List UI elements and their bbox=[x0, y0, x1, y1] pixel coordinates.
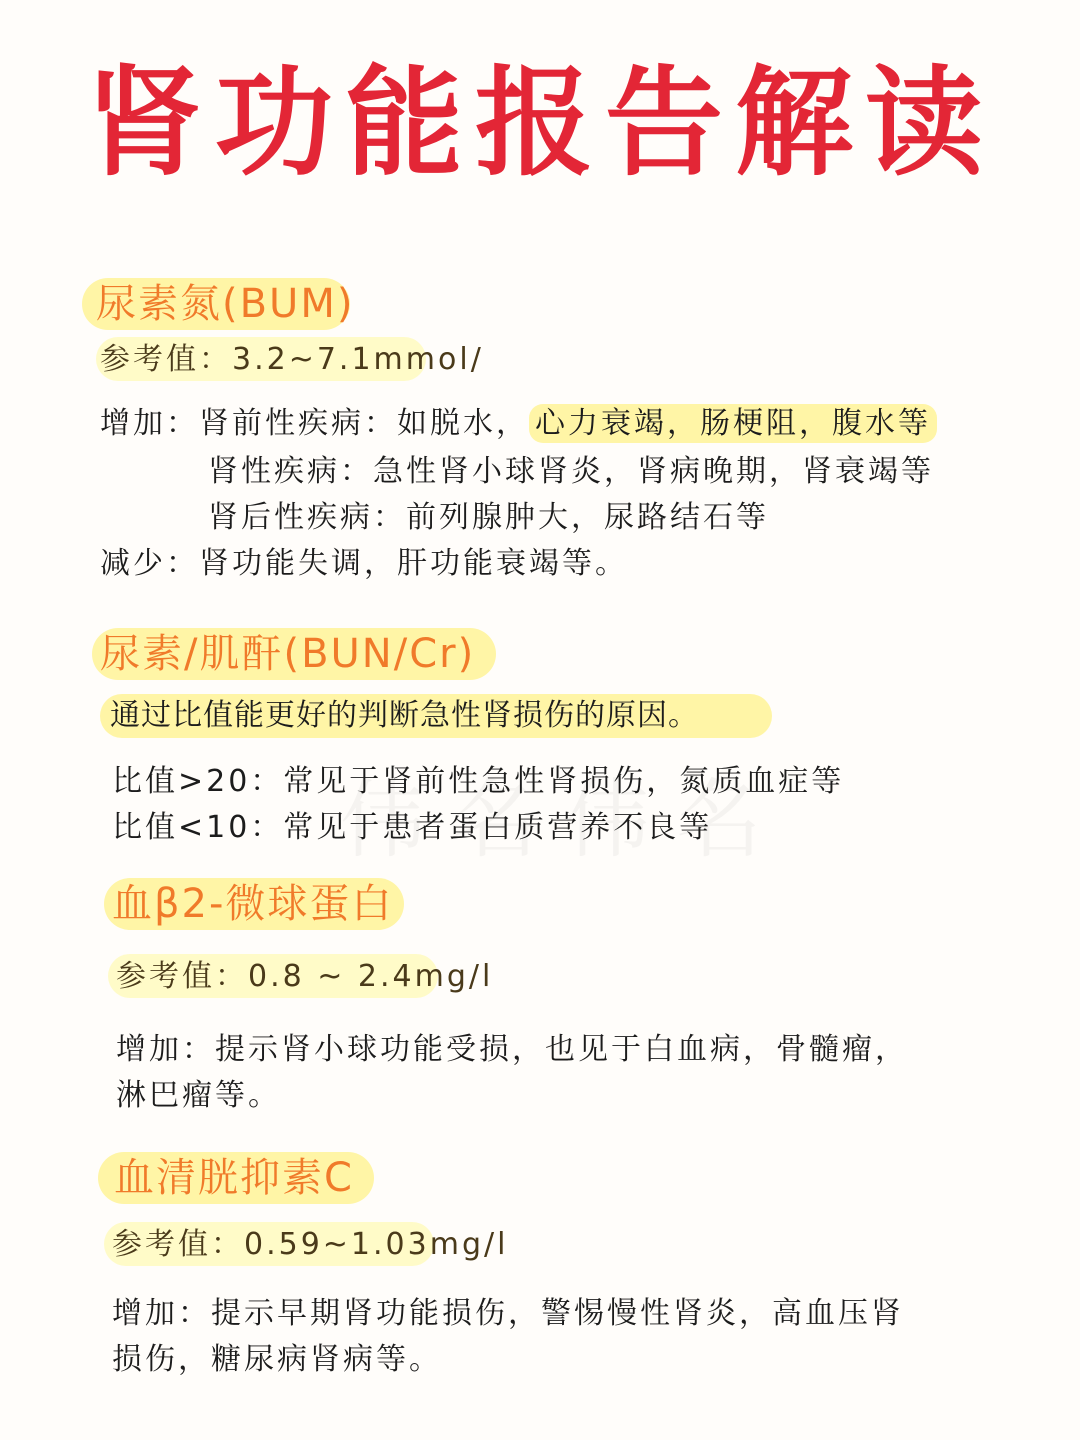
text-line bbox=[100, 402, 937, 446]
section-note: 通过比值能更好的判断急性肾损伤的原因。 bbox=[110, 698, 699, 733]
text-segment: 增加：肾前性疾病：如脱水， bbox=[100, 406, 529, 441]
text-line: 增加：提示肾小球功能受损，也见于白血病，骨髓瘤， bbox=[116, 1032, 908, 1067]
text-line: 损伤，糖尿病肾病等。 bbox=[112, 1342, 442, 1377]
text-line: 肾后性疾病：前列腺肿大，尿路结石等 bbox=[208, 500, 769, 535]
text-line: 肾性疾病：急性肾小球肾炎，肾病晚期，肾衰竭等 bbox=[208, 454, 934, 489]
section-heading-cystatin-c: 血清胱抑素C bbox=[114, 1155, 354, 1201]
highlighted-text: 心力衰竭，肠梗阻，腹水等 bbox=[529, 404, 937, 443]
reference-value-b2mg: 参考值：0.8 ~ 2.4mg/l bbox=[116, 959, 494, 994]
section-heading-b2mg: 血β2-微球蛋白 bbox=[112, 881, 394, 927]
reference-value-bun: 参考值：3.2~7.1mmol/ bbox=[100, 342, 484, 377]
text-line: 增加：提示早期肾功能损伤，警惕慢性肾炎，高血压肾 bbox=[112, 1296, 904, 1331]
page-title: 肾功能报告解读 bbox=[84, 54, 995, 192]
section-heading-bun: 尿素氮(BUM) bbox=[96, 281, 355, 327]
text-line: 比值>20：常见于肾前性急性肾损伤，氮质血症等 bbox=[112, 764, 845, 799]
text-line: 减少：肾功能失调，肝功能衰竭等。 bbox=[100, 546, 628, 581]
text-line: 比值<10：常见于患者蛋白质营养不良等 bbox=[112, 810, 713, 845]
reference-value-cystatin-c: 参考值：0.59~1.03mg/l bbox=[112, 1227, 509, 1262]
text-line: 淋巴瘤等。 bbox=[116, 1078, 281, 1113]
section-heading-bun-cr: 尿素/肌酐(BUN/Cr) bbox=[100, 631, 476, 677]
